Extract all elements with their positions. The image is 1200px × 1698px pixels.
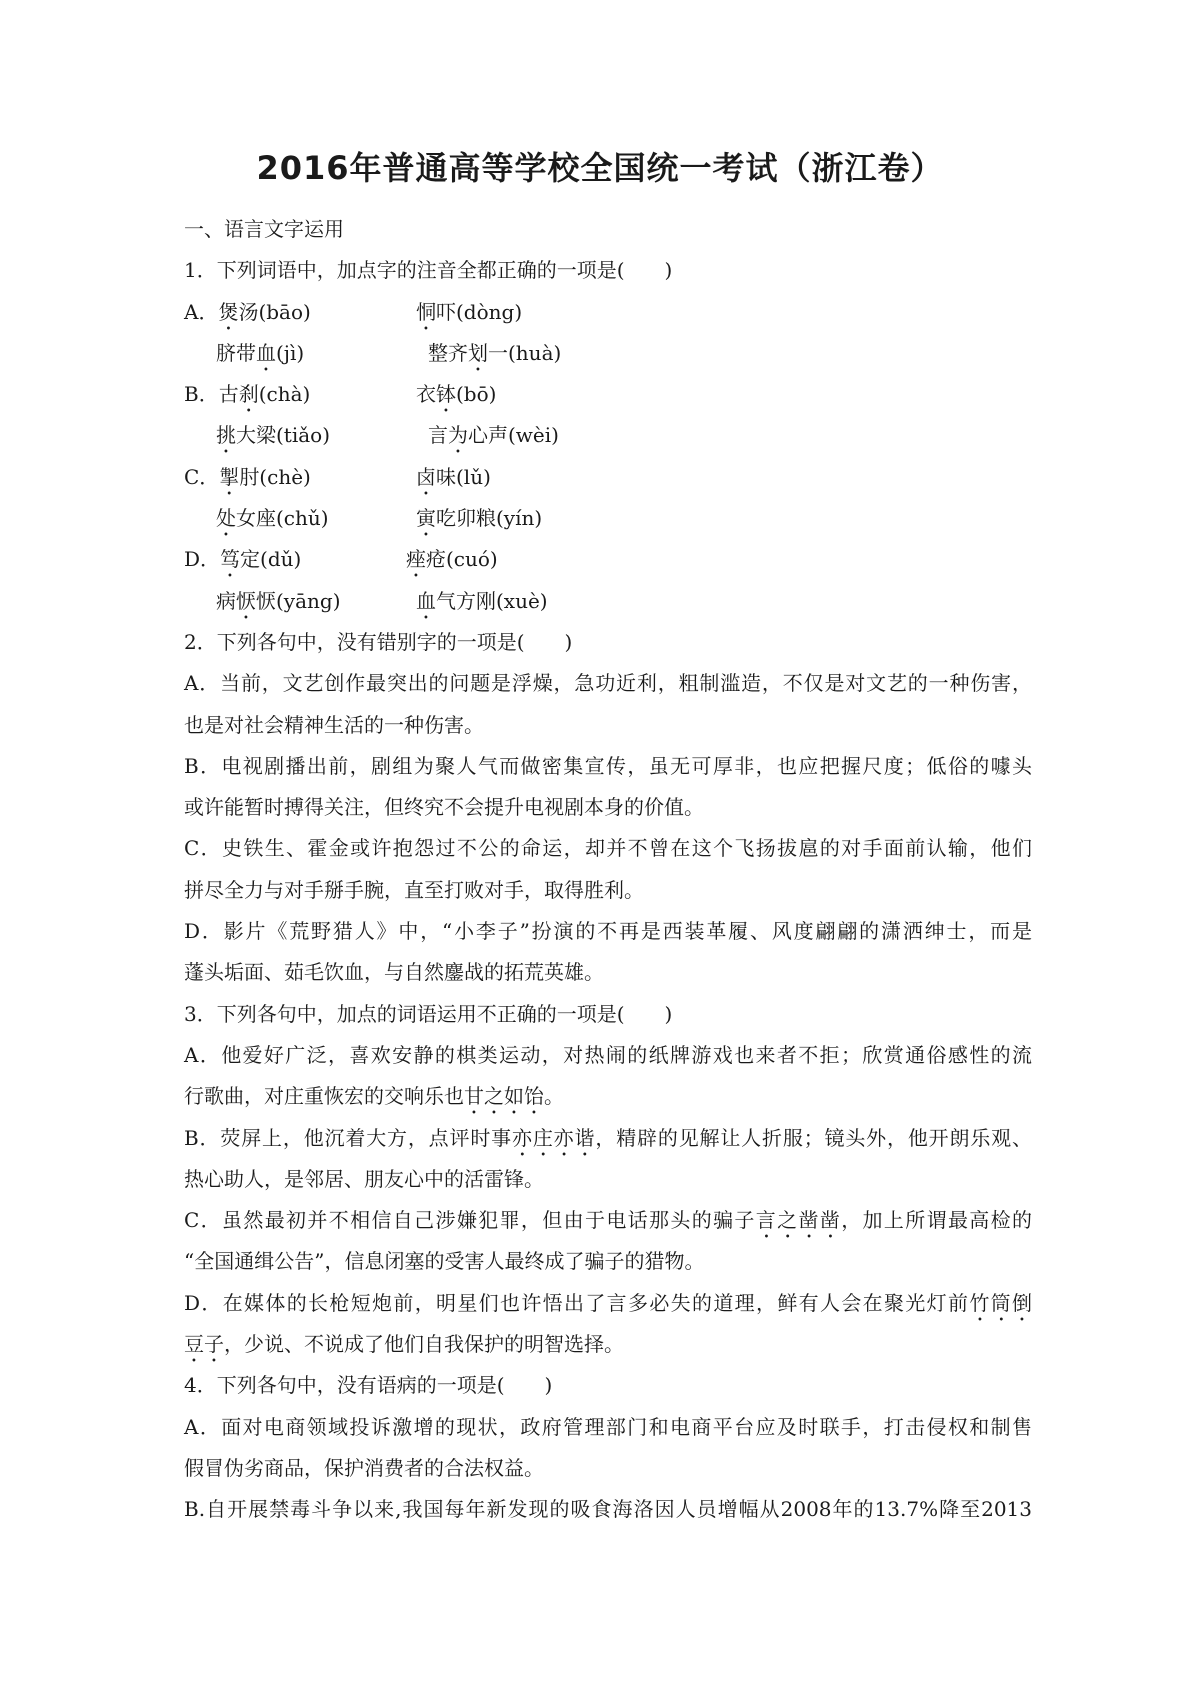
q4-option-a-line2: 假冒伪劣商品，保护消费者的合法权益。 bbox=[184, 1455, 544, 1480]
q3-option-c-line1: C．虽然最初并不相信自己涉嫌犯罪，但由于电话那头的骗子言之凿凿，加上所谓最高检的 bbox=[184, 1208, 1032, 1233]
question-3-stem: 3．下列各句中，加点的词语运用不正确的一项是( ) bbox=[184, 1001, 673, 1026]
q2-option-a-line2: 也是对社会精神生活的一种伤害。 bbox=[184, 712, 484, 737]
q3-option-b-line1: B．荧屏上，他沉着大方，点评时事亦庄亦谐，精辟的见解让人折服；镜头外，他开朗乐观、 bbox=[184, 1125, 1033, 1150]
exam-content bbox=[184, 209, 1032, 1531]
q2-option-b-line2: 或许能暂时搏得关注，但终究不会提升电视剧本身的价值。 bbox=[184, 795, 704, 820]
q4-option-b-line1: B.自开展禁毒斗争以来,我国每年新发现的吸食海洛因人员增幅从2008年的13.7%降至2013 bbox=[184, 1497, 1032, 1522]
dotted-phrase: 亦庄亦谐 bbox=[512, 1125, 596, 1150]
q3-option-b-line2: 热心助人，是邻居、朋友心中的活雷锋。 bbox=[184, 1166, 544, 1191]
page-title: 2016年普通高等学校全国统一考试（浙江卷） bbox=[256, 149, 944, 187]
q2-option-d-line2: 蓬头垢面、茹毛饮血，与自然鏖战的拓荒英雄。 bbox=[184, 960, 604, 985]
dotted-phrase: 豆子 bbox=[184, 1332, 224, 1357]
section-heading: 一、语言文字运用 bbox=[184, 217, 344, 241]
dotted-phrase: 言之凿凿 bbox=[755, 1208, 842, 1233]
q1-option-d-row1: D．笃定(dǔ) 痤疮(cuó) bbox=[184, 547, 498, 572]
q3-option-a-line2: 行歌曲，对庄重恢宏的交响乐也甘之如饴。 bbox=[184, 1084, 564, 1109]
dotted-phrase: 甘之如饴 bbox=[464, 1084, 544, 1109]
question-4-stem: 4．下列各句中，没有语病的一项是( ) bbox=[184, 1373, 553, 1398]
dotted-phrase: 竹筒倒 bbox=[969, 1290, 1032, 1315]
question-1-stem: 1．下列词语中，加点字的注音全都正确的一项是( ) bbox=[184, 258, 673, 283]
q1-option-c-row2: 处女座(chǔ) 寅吃卯粮(yín) bbox=[216, 506, 543, 531]
q1-option-c-row1: C．掣肘(chè) 卤味(lǔ) bbox=[184, 464, 491, 489]
q3-option-d-line1: D．在媒体的长枪短炮前，明星们也许悟出了言多必失的道理，鲜有人会在聚光灯前竹筒倒 bbox=[184, 1290, 1032, 1315]
q2-option-c-line1: C．史铁生、霍金或许抱怨过不公的命运，却并不曾在这个飞扬拔扈的对手面前认输，他们 bbox=[184, 836, 1032, 861]
q1-option-a-row2: 脐带血(jì) 整齐划一(huà) bbox=[216, 340, 562, 365]
q1-option-b-row1: B．古刹(chà) 衣钵(bō) bbox=[184, 382, 497, 407]
q2-option-d-line1: D．影片《荒野猎人》中，“小李子”扮演的不再是西装革履、风度翩翩的潇洒绅士，而是 bbox=[184, 919, 1032, 944]
q2-option-c-line2: 拼尽全力与对手掰手腕，直至打败对手，取得胜利。 bbox=[184, 877, 644, 902]
q1-option-a-row1: A．煲汤(bāo) 恫吓(dòng) bbox=[184, 299, 523, 324]
q3-option-a-line1: A．他爱好广泛，喜欢安静的棋类运动，对热闹的纸牌游戏也来者不拒；欣赏通俗感性的流 bbox=[184, 1042, 1032, 1067]
q1-option-d-row2: 病恹恹(yāng) 血气方刚(xuè) bbox=[216, 588, 548, 613]
q2-option-a-line1: A．当前，文艺创作最突出的问题是浮燥，急功近利，粗制滥造，不仅是对文艺的一种伤害， bbox=[184, 671, 1032, 696]
q3-option-d-line2: 豆子，少说、不说成了他们自我保护的明智选择。 bbox=[184, 1332, 624, 1357]
q4-option-a-line1: A．面对电商领域投诉激增的现状，政府管理部门和电商平台应及时联手，打击侵权和制售 bbox=[184, 1414, 1032, 1439]
q1-option-b-row2: 挑大梁(tiǎo) 言为心声(wèi) bbox=[216, 423, 559, 448]
question-2-stem: 2．下列各句中，没有错别字的一项是( ) bbox=[184, 629, 573, 654]
q3-option-c-line2: “全国通缉公告”，信息闭塞的受害人最终成了骗子的猎物。 bbox=[184, 1249, 705, 1274]
q2-option-b-line1: B．电视剧播出前，剧组为聚人气而做密集宣传，虽无可厚非，也应把握尺度；低俗的噱头 bbox=[184, 753, 1032, 778]
